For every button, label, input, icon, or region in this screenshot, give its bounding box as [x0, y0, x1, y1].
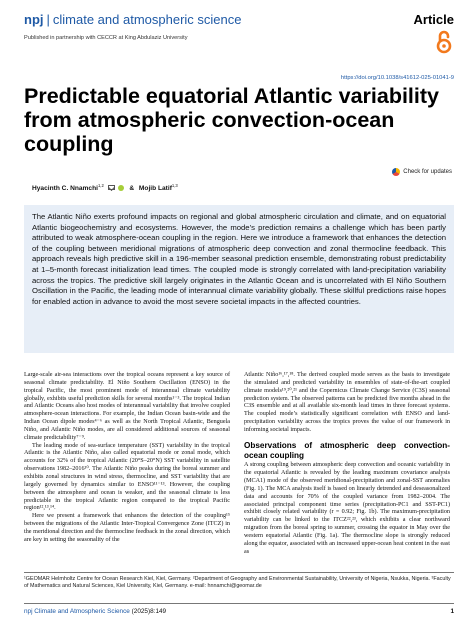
doi-link[interactable]: https://doi.org/10.1038/s41612-025-01041-9	[340, 75, 454, 81]
section-heading: Observations of atmospheric deep convection-ocean coupling	[244, 440, 450, 460]
author-name-2[interactable]: Mojib Latif	[138, 185, 172, 193]
body-paragraph: Large-scale air-sea interactions over the tropical oceans represent a key source of seasonal climate predictability. El Niño Southern Oscillation (ENSO) in the tropical Pacific, the most prominent mode of interannual climate variability globally, exhibits useful prediction skills for several months¹⁻³. The tropical Indian and Atlantic Oceans also host modes of interannual variability that involve coupled atmosphere-ocean interactions. For example, the Indian Ocean basin-wide and the Indian Ocean dipole modes⁴⁻⁶ as well as the North Tropical Atlantic, Benguela Niño, and Atlantic Niño modes, are all considered additional sources of seasonal climate predictability⁷⁻⁹.	[24, 372, 230, 441]
affiliations	[24, 572, 454, 590]
journal-npj: npj	[24, 12, 44, 27]
abstract-text: The Atlantic Niño exerts profound impacts on regional and global atmospheric circulation and climate, and on equatorial Atlantic biogeochemistry and ecosystems. However, the mode’s prediction remains a challenge which has been partly attributed to weak atmosphere-ocean coupling in the region. Here we introduce a framework that enhances the detection of the coupling between meridional migrations of atmospheric deep convection and zonal thermocline feedback. This approach reveals high predictive skill in a 196-member seasonal prediction ensemble, demonstrating robust predictability at 1–5-month forecast initialization lead times. The coupled mode is strongly correlated with land-precipitation variability across the tropics. The predictive skill largely originates in the Atlantic Ocean and is uncorrelated with El Niño Southern Oscillation in the Pacific, the leading mode of interannual climate variability globally. These skillful predictions raise hopes for enabled action in advance to avoid the most severe societal impacts in the affected countries.	[32, 212, 446, 306]
partner-line: Published in partnership with CECCR at King Abdulaziz University	[24, 35, 188, 41]
abstract-box	[24, 205, 454, 353]
email-link[interactable]: hnnamchi@geomar.de	[207, 583, 262, 590]
author-list	[32, 183, 178, 192]
article-type-label: Article	[413, 12, 454, 27]
page-number: 1	[450, 608, 454, 615]
crossmark-icon	[392, 168, 400, 176]
page-footer	[24, 603, 454, 617]
journal-header	[24, 12, 454, 30]
section-paragraph: A strong coupling between atmospheric deep convection and oceanic variability in the equatorial Atlantic is revealed by the leading maximum covariance analysis (MCA1) mode of the observed meridional-precipitation and zonal-SST anomalies (Fig. 1). The MCA analysis itself is based on linearly detrended and deseasonalized data and accounts for 70% of the coupled variance from 1982–2004. The associated principal component time series (precipitation-PC1 and SST-PC1) exhibit closely related variability (r = 0.92; Fig. 1b). The maximum-precipitation variability can be linked to the ITCZ²²,²³, which exhibits a clear northward migration from the boreal spring to summer, crossing the equator in May over the western equatorial Atlantic (Fig. 1a). The thermocline slope is strongly reduced along the equator, associated with an increased upper-ocean heat content in the east as	[244, 462, 450, 555]
body-column-left	[24, 372, 230, 545]
open-access-lock-icon	[436, 30, 452, 54]
journal-separator: |	[46, 12, 50, 27]
body-paragraph: Atlantic Niño¹⁶,¹⁷,¹⁸. The derived coupled mode serves as the basis to investigate the simulated and predicted variability in ensembles of state-of-the-art coupled climate models¹⁹,²⁰,²¹ and the Copernicus Climate Change Service (C3S) seasonal prediction system. The observed patterns can be predicted five months ahead in the C3S ensemble and at all available six-month lead times in three forecast systems. The coupled mode’s statistically significant correlation with ENSO and land-precipitation variability across the tropics proves the value of our framework in informing societal impacts.	[244, 372, 450, 433]
check-updates-label: Check for updates	[403, 169, 452, 175]
footer-citation	[24, 608, 166, 615]
affiliation-text: ¹GEOMAR Helmholtz Centre for Ocean Research Kiel, Kiel, Germany. ²Department of Geography and Environmental Sustainability, University of Nigeria, Nsukka, Nigeria. ³Faculty of Mathematics and Natural Sciences, Kiel University, Kiel, Germany.	[24, 576, 451, 590]
body-paragraph: Here we present a framework that enhances the detection of the coupling¹⁵ between the migrations of the Atlantic Inter-Tropical Convergence Zone (ITCZ) in the meridional direction and the thermocline feedback in the zonal direction, which are key in setting the seasonality of the	[24, 513, 230, 543]
email-label: e-mail:	[189, 583, 206, 590]
footer-journal[interactable]: npj Climate and Atmospheric Science	[24, 608, 130, 615]
author-affiliation-1: 1,2	[97, 183, 104, 188]
envelope-icon[interactable]	[108, 185, 115, 190]
journal-name[interactable]	[24, 12, 241, 27]
journal-title: climate and atmospheric science	[52, 12, 242, 27]
orcid-icon[interactable]	[118, 185, 124, 191]
author-affiliation-2: 1,3	[171, 183, 178, 188]
author-separator: &	[129, 185, 135, 193]
author-name-1[interactable]: Hyacinth C. Nnamchi	[32, 185, 98, 193]
footer-volume: (2025)8:149	[131, 608, 167, 615]
article-title: Predictable equatorial Atlantic variability from atmospheric convection-ocean coupling	[24, 84, 439, 156]
body-paragraph: The leading mode of sea-surface temperature (SST) variability in the tropical Atlantic is the Atlantic Niño, also called equatorial mode or zonal mode, which accounts for 32% of the tropical Atlantic (20°S–20°N) SST variability in satellite observations 1982–2016¹⁰. The Atlantic Niño peaks during the boreal summer and exhibits zonal structures in wind stress, thermocline, and SST variability that are largely governed by dynamics similar to ENSO¹¹⁻¹³. However, the coupling between the atmosphere and ocean is weaker, and the seasonal climate is less predictable in the tropical Atlantic region compared to the tropical Pacific region¹²,¹³,¹⁴.	[24, 442, 230, 512]
body-column-right	[244, 372, 450, 556]
check-for-updates-button[interactable]	[392, 168, 452, 176]
